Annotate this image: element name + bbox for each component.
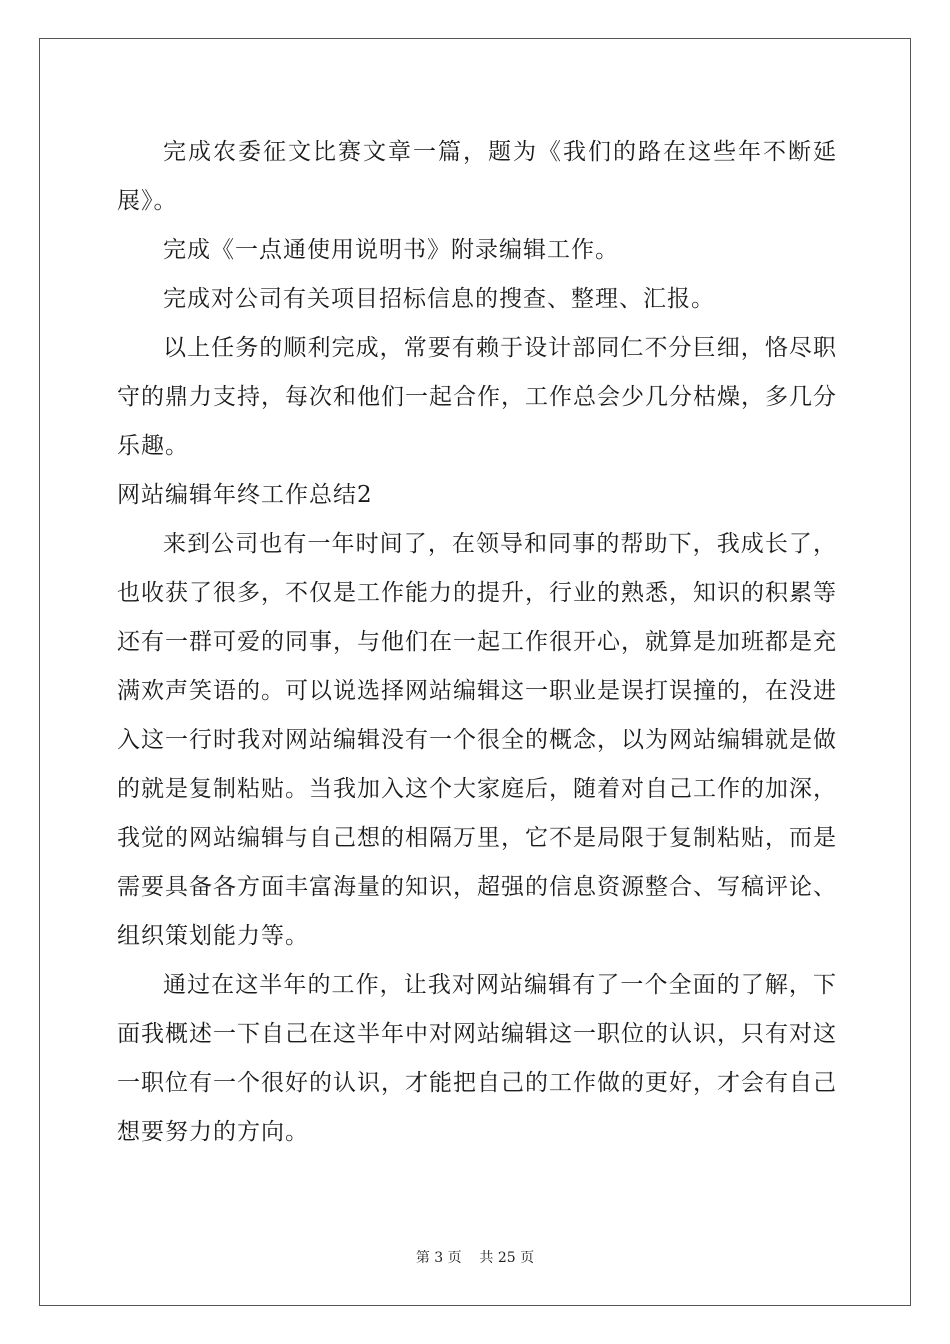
section-title: 网站编辑年终工作总结2 (117, 482, 373, 508)
paragraph: 完成《一点通使用说明书》附录编辑工作。 (163, 237, 619, 263)
paragraph: 来到公司也有一年时间了，在领导和同事的帮助下，我成长了，也收获了很多，不仅是工作能力的提升，行业的熟悉，知识的积累等还有一群可爱的同事，与他们在一起工作很开心，就算是加班都是充满欢声笑语的。可以说选择网站编辑这一职业是误打误撞的，在没进入这一行时我对网站编辑没有一个很全的概念，以为网站编辑就是做的就是复制粘贴。当我加入这个大家庭后，随着对自己工作的加深，我觉的网站编辑与自己想的相隔万里，它不是局限于复制粘贴，而是需要具备各方面丰富海量的知识，超强的信息资源整合、写稿评论、组织策划能力等。 (117, 531, 837, 949)
paragraph: 以上任务的顺利完成，常要有赖于设计部同仁不分巨细，恪尽职守的鼎力支持，每次和他们一起合作，工作总会少几分枯燥，多几分乐趣。 (117, 335, 837, 459)
page-number: 第 3 页 共 25 页 (415, 1250, 535, 1266)
paragraph: 通过在这半年的工作，让我对网站编辑有了一个全面的了解，下面我概述一下自己在这半年中对网站编辑这一职位的认识，只有对这一职位有一个很好的认识，才能把自己的工作做的更好，才会有自己想要努力的方向。 (117, 972, 837, 1145)
document-body (117, 128, 837, 1157)
paragraph: 完成对公司有关项目招标信息的搜查、整理、汇报。 (163, 286, 715, 312)
page-footer (0, 1247, 950, 1267)
paragraph: 完成农委征文比赛文章一篇，题为《我们的路在这些年不断延展》。 (117, 139, 837, 214)
